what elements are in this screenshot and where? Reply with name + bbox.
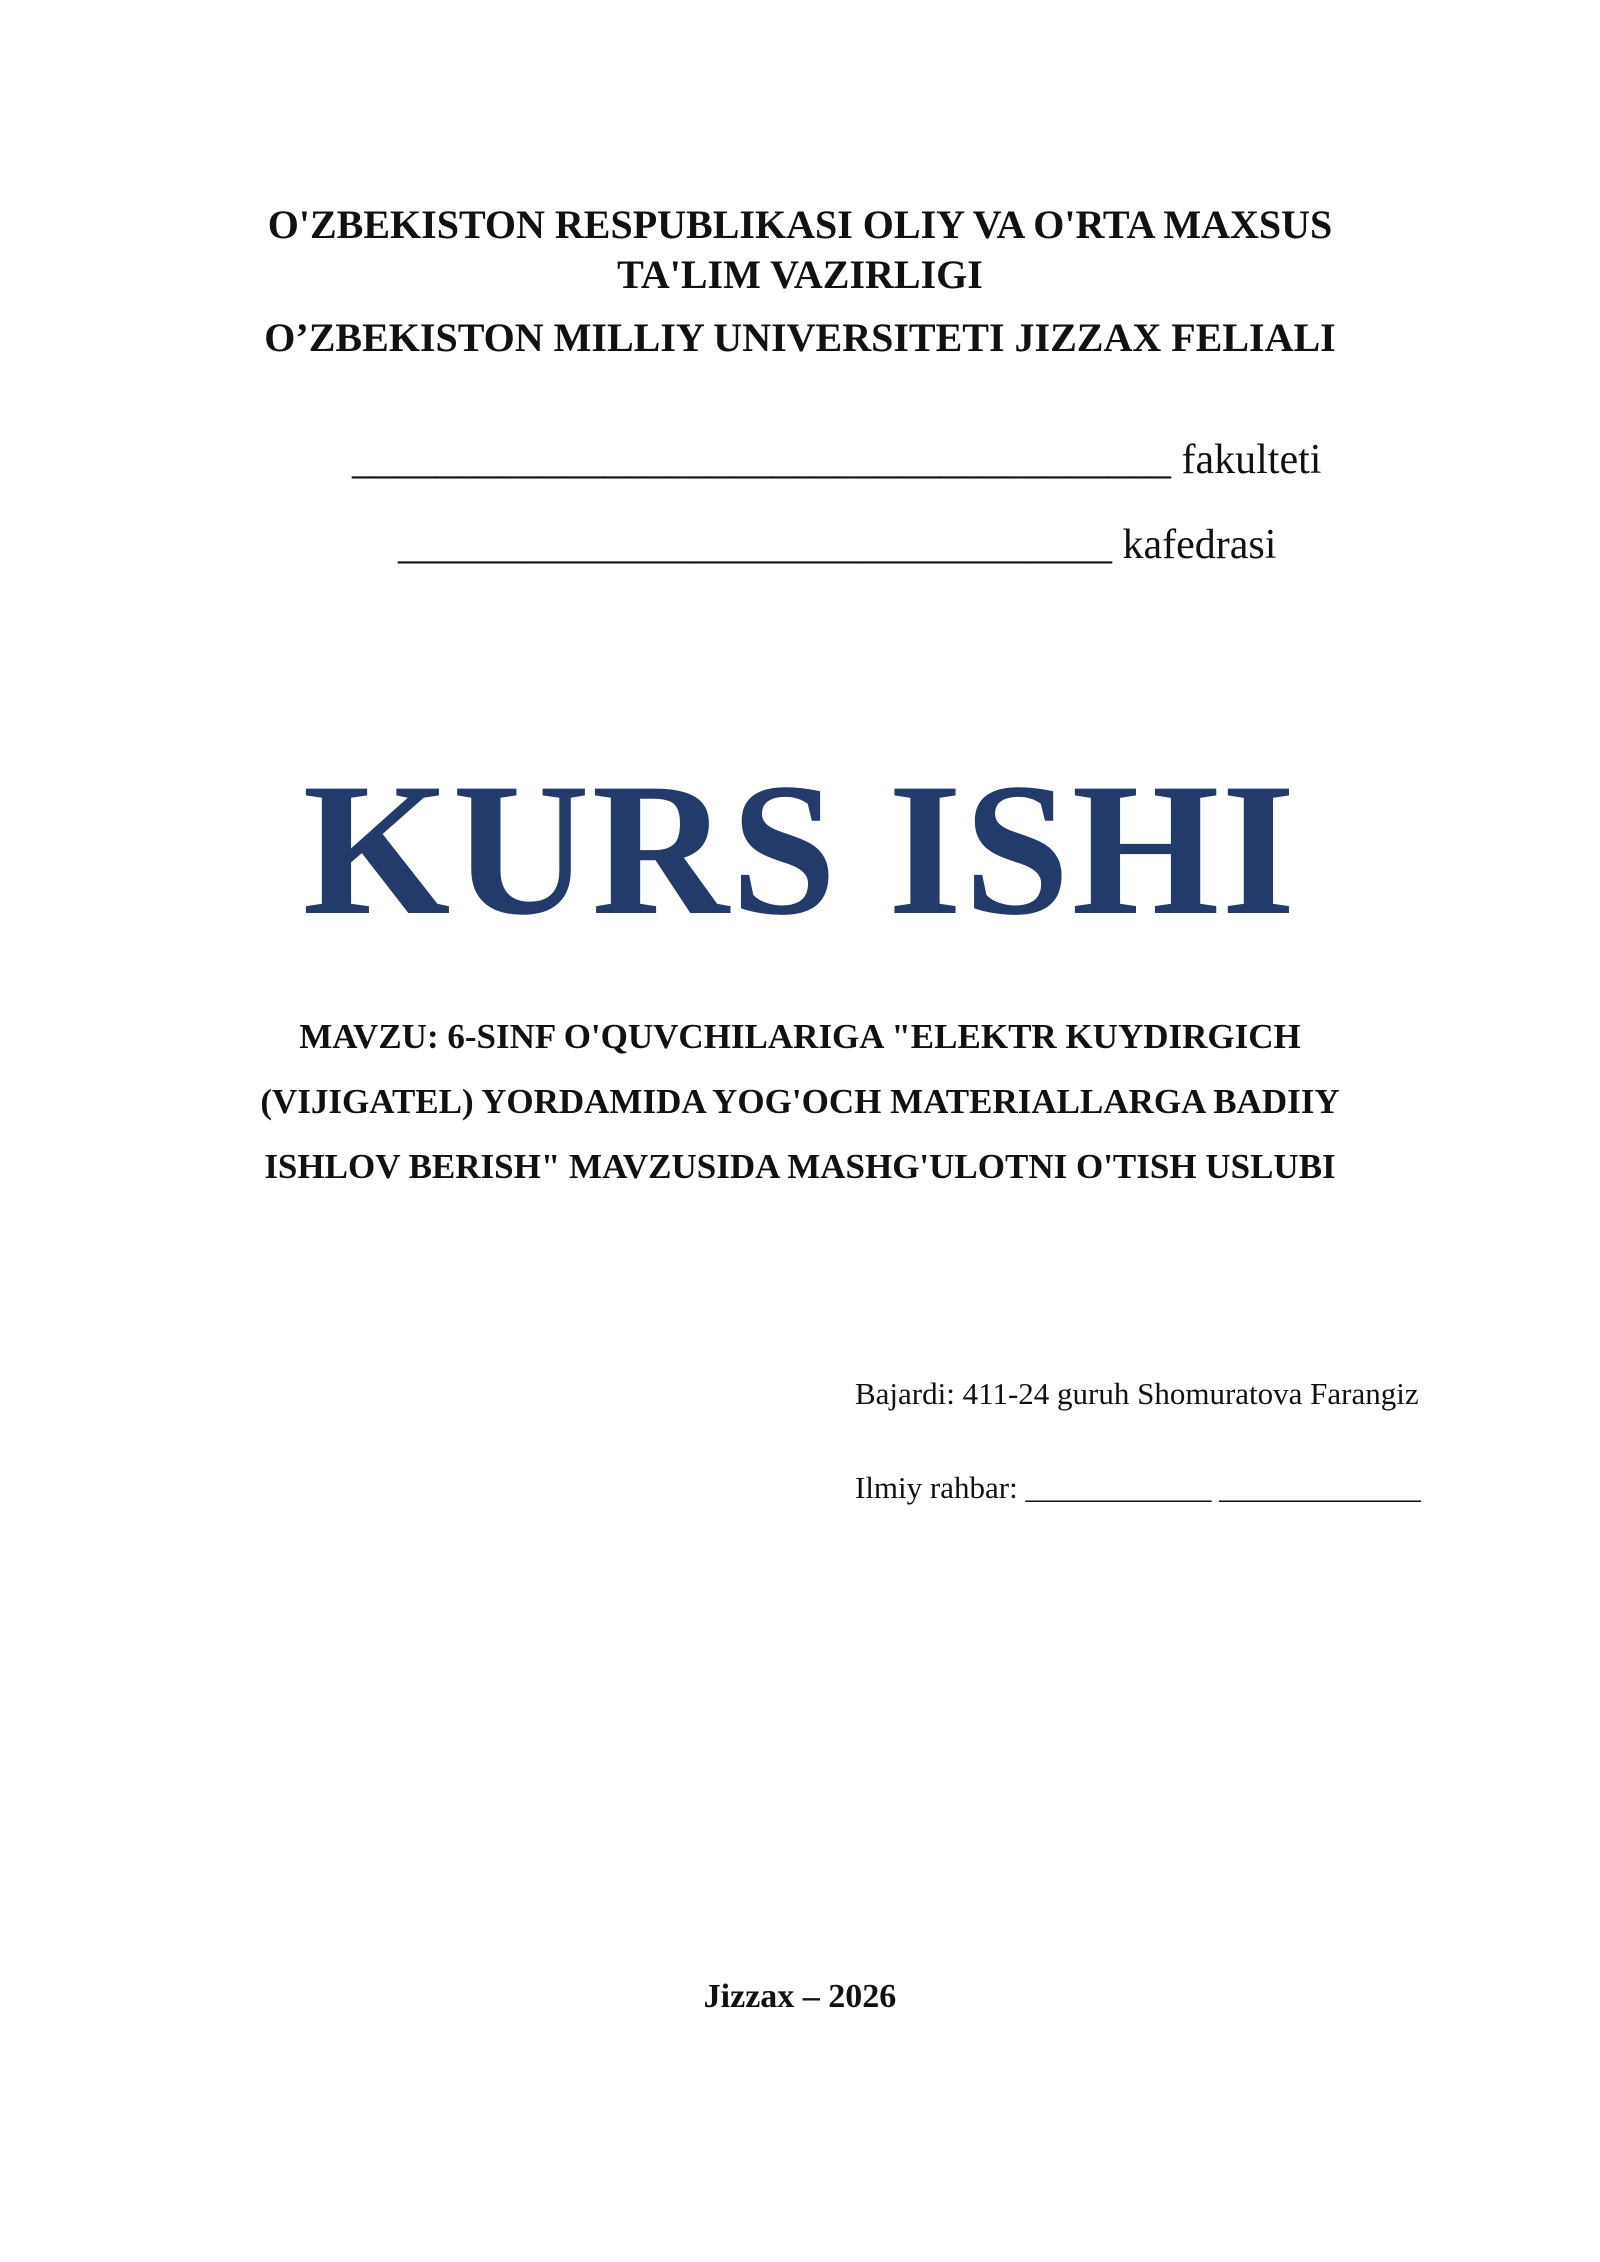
document-title: KURS ISHI (302, 745, 1298, 955)
topic-line-2: (VIJIGATEL) YORDAMIDA YOG'OCH MATERIALLARGA BADIIY (260, 1082, 1340, 1121)
city-year: Jizzax – 2026 (703, 1978, 897, 2015)
ministry-line-2: TA'LIM VAZIRLIGI (617, 252, 983, 297)
topic-block (0, 1004, 1600, 1199)
ministry-heading (0, 200, 1600, 300)
scientific-advisor: Ilmiy rahbar: ____________ _____________ (855, 1470, 1421, 1505)
university-name: O’ZBEKISTON MILLIY UNIVERSITETI JIZZAX FELIALI (264, 315, 1336, 360)
topic-line-3: ISHLOV BERISH" MAVZUSIDA MASHG'ULOTNI O'TISH USLUBI (264, 1147, 1336, 1186)
performed-by: Bajardi: 411-24 guruh Shomuratova Farangiz (855, 1376, 1419, 1411)
ministry-line-1: O'ZBEKISTON RESPUBLIKASI OLIY VA O'RTA MAXSUS (267, 202, 1333, 247)
topic-line-1: MAVZU: 6-SINF O'QUVCHILARIGA "ELEKTR KUYDIRGICH (299, 1017, 1301, 1056)
department-field: __________________________________ kafedrasi (398, 522, 1277, 568)
faculty-field: _______________________________________ fakulteti (352, 437, 1322, 483)
